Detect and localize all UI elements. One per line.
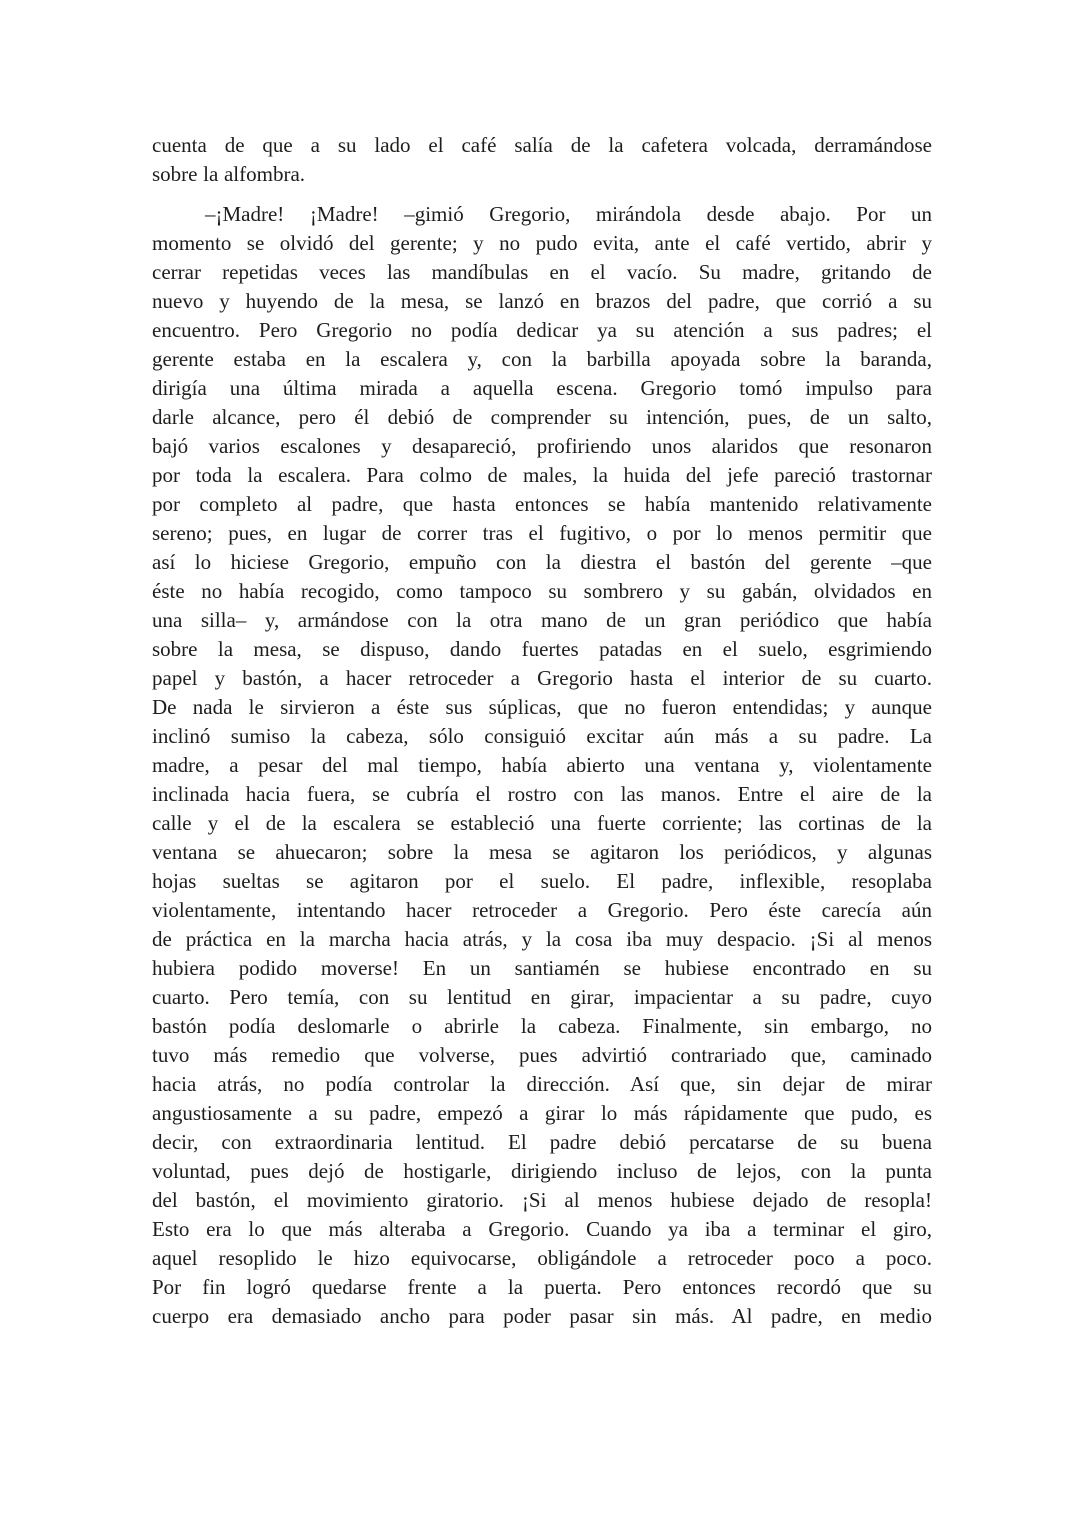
text-line: madre, a pesar del mal tiempo, había abierto una ventana y, violentamente — [152, 753, 932, 777]
text-line: de práctica en la marcha hacia atrás, y la cosa iba muy despacio. ¡Si al menos — [152, 927, 932, 951]
text-line: del bastón, el movimiento giratorio. ¡Si al menos hubiese dejado de resopla! — [152, 1188, 932, 1212]
paragraph — [152, 131, 932, 189]
text-line: así lo hiciese Gregorio, empuño con la diestra el bastón del gerente –que — [152, 550, 932, 574]
text-line: sobre la alfombra. — [152, 162, 306, 186]
text-line: voluntad, pues dejó de hostigarle, dirigiendo incluso de lejos, con la punta — [152, 1159, 932, 1183]
text-line: una silla– y, armándose con la otra mano de un gran periódico que había — [152, 608, 932, 632]
text-line: nuevo y huyendo de la mesa, se lanzó en brazos del padre, que corrió a su — [152, 289, 932, 313]
text-line: gerente estaba en la escalera y, con la barbilla apoyada sobre la baranda, — [152, 347, 932, 371]
text-line: hubiera podido moverse! En un santiamén se hubiese encontrado en su — [152, 956, 932, 980]
text-line: dirigía una última mirada a aquella escena. Gregorio tomó impulso para — [152, 376, 932, 400]
text-line: por completo al padre, que hasta entonces se había mantenido relativamente — [152, 492, 932, 516]
text-line: angustiosamente a su padre, empezó a girar lo más rápidamente que pudo, es — [152, 1101, 932, 1125]
text-line: sobre la mesa, se dispuso, dando fuertes patadas en el suelo, esgrimiendo — [152, 637, 932, 661]
text-line: Esto era lo que más alteraba a Gregorio. Cuando ya iba a terminar el giro, — [152, 1217, 932, 1241]
text-line: inclinó sumiso la cabeza, sólo consiguió excitar aún más a su padre. La — [152, 724, 932, 748]
text-line: Por fin logró quedarse frente a la puerta. Pero entonces recordó que su — [152, 1275, 932, 1299]
text-line: inclinada hacia fuera, se cubría el rostro con las manos. Entre el aire de la — [152, 782, 932, 806]
text-line: tuvo más remedio que volverse, pues advirtió contrariado que, caminado — [152, 1043, 932, 1067]
text-line: encuentro. Pero Gregorio no podía dedicar ya su atención a sus padres; el — [152, 318, 932, 342]
text-line: bajó varios escalones y desapareció, profiriendo unos alaridos que resonaron — [152, 434, 932, 458]
text-line: –¡Madre! ¡Madre! –gimió Gregorio, mirándola desde abajo. Por un — [205, 202, 932, 226]
text-line: hojas sueltas se agitaron por el suelo. El padre, inflexible, resoplaba — [152, 869, 932, 893]
text-line: darle alcance, pero él debió de comprender su intención, pues, de un salto, — [152, 405, 932, 429]
text-line: calle y el de la escalera se estableció una fuerte corriente; las cortinas de la — [152, 811, 932, 835]
text-line: aquel resoplido le hizo equivocarse, obligándole a retroceder poco a poco. — [152, 1246, 932, 1270]
text-line: hacia atrás, no podía controlar la dirección. Así que, sin dejar de mirar — [152, 1072, 932, 1096]
page-text-block — [152, 131, 932, 1331]
text-line: cuerpo era demasiado ancho para poder pasar sin más. Al padre, en medio — [152, 1304, 932, 1328]
text-line: cuarto. Pero temía, con su lentitud en girar, impacientar a su padre, cuyo — [152, 985, 932, 1009]
text-line: por toda la escalera. Para colmo de males, la huida del jefe pareció trastornar — [152, 463, 932, 487]
paragraph — [152, 200, 932, 1331]
text-line: sereno; pues, en lugar de correr tras el fugitivo, o por lo menos permitir que — [152, 521, 932, 545]
text-line: cuenta de que a su lado el café salía de la cafetera volcada, derramándose — [152, 133, 932, 157]
text-line: De nada le sirvieron a éste sus súplicas, que no fueron entendidas; y aunque — [152, 695, 932, 719]
text-line: papel y bastón, a hacer retroceder a Gregorio hasta el interior de su cuarto. — [152, 666, 932, 690]
text-line: decir, con extraordinaria lentitud. El padre debió percatarse de su buena — [152, 1130, 932, 1154]
text-line: cerrar repetidas veces las mandíbulas en el vacío. Su madre, gritando de — [152, 260, 932, 284]
text-line: momento se olvidó del gerente; y no pudo evita, ante el café vertido, abrir y — [152, 231, 932, 255]
text-line: bastón podía deslomarle o abrirle la cabeza. Finalmente, sin embargo, no — [152, 1014, 932, 1038]
text-line: violentamente, intentando hacer retroceder a Gregorio. Pero éste carecía aún — [152, 898, 932, 922]
text-line: éste no había recogido, como tampoco su sombrero y su gabán, olvidados en — [152, 579, 932, 603]
text-line: ventana se ahuecaron; sobre la mesa se agitaron los periódicos, y algunas — [152, 840, 932, 864]
